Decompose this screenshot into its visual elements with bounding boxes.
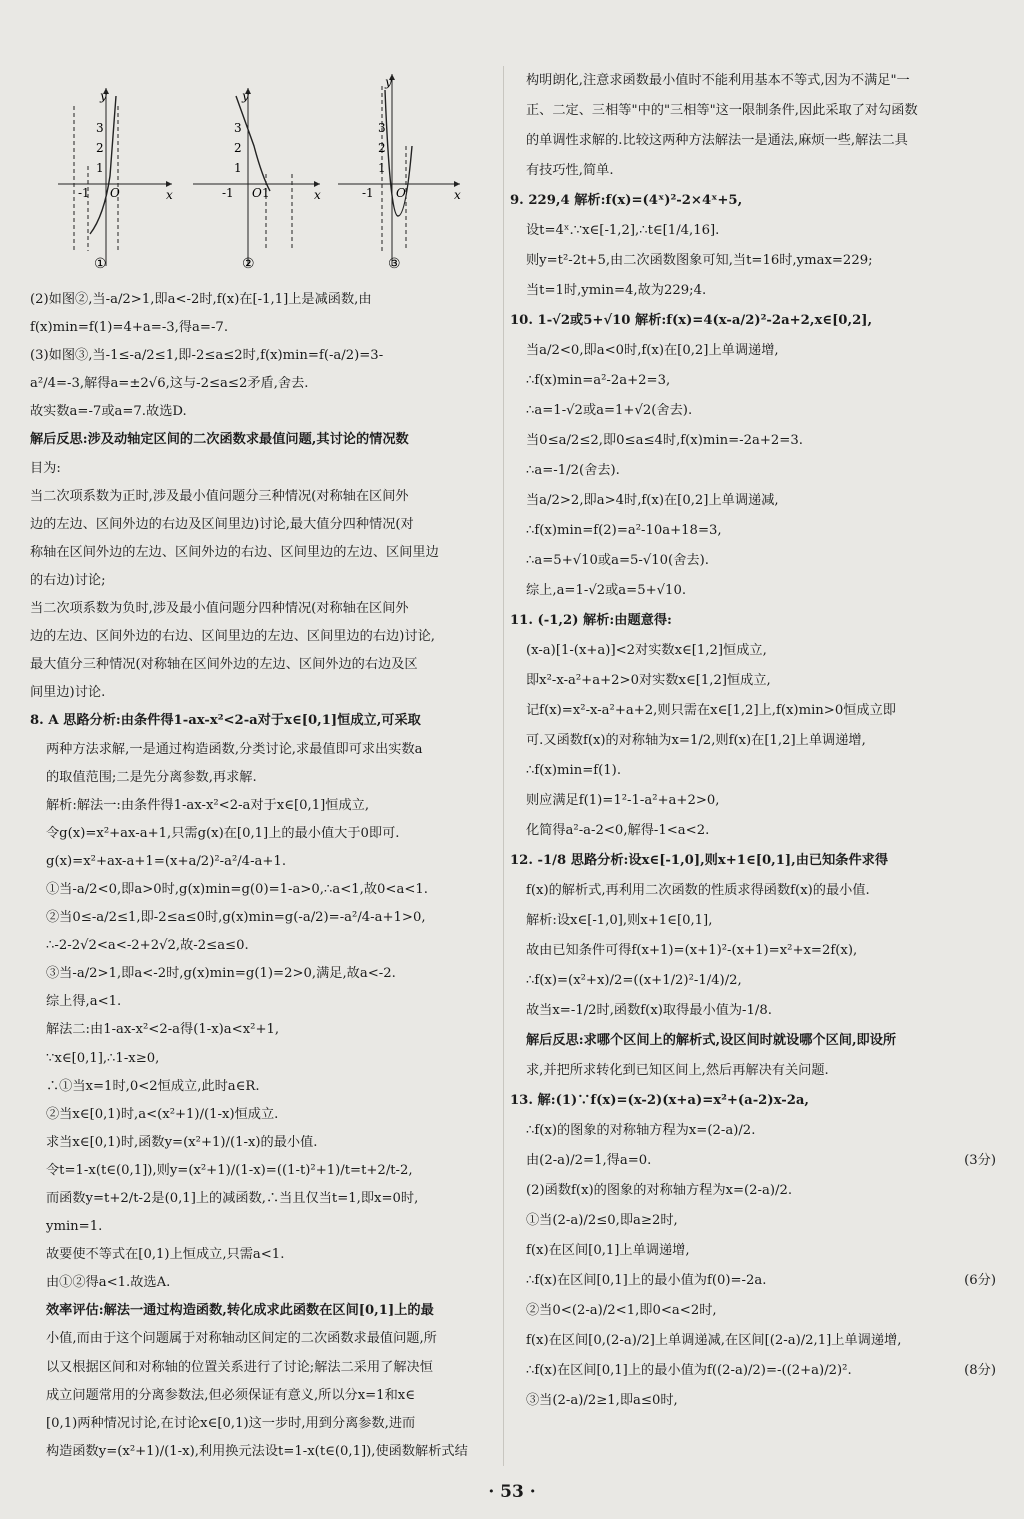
right-line-text: f(x)在区间[0,1]上单调递增, [526, 1243, 690, 1258]
left-line-text: 边的左边、区间外边的右边、区间里边的左边、区间里边的右边)讨论, [30, 629, 435, 645]
left-line [30, 1410, 498, 1438]
fig3-tick-2: 2 [378, 141, 386, 155]
right-line [510, 126, 996, 156]
fig2-y-label: y [242, 89, 249, 103]
right-line-text: ①当(2-a)/2≤0,即a≥2时, [526, 1213, 678, 1228]
left-line-text: 8. A 思路分析:由条件得1-ax-x²<2-a对于x∈[0,1]恒成立,可采取 [30, 713, 421, 729]
left-line-text: 综上得,a<1. [46, 994, 122, 1010]
right-line [510, 816, 996, 846]
right-line-text: ∴f(x)min=f(1). [526, 763, 622, 778]
left-line [30, 1382, 498, 1410]
fig1-x-label: x [166, 188, 173, 202]
left-line [30, 932, 498, 960]
right-line [510, 846, 996, 876]
left-line [30, 1129, 498, 1157]
left-line-text: 间里边)讨论. [30, 685, 106, 701]
fig2-tick-1: 1 [262, 186, 270, 200]
right-line-text: 设t=4ˣ.∵x∈[-1,2],∴t∈[1/4,16]. [526, 223, 720, 238]
left-line [30, 314, 498, 342]
left-line [30, 483, 498, 511]
right-line-text: f(x)的解析式,再利用二次函数的性质求得函数f(x)的最小值. [526, 883, 870, 898]
right-line-text: 当a/2>2,即a>4时,f(x)在[0,2]上单调递减, [526, 493, 779, 508]
left-line [30, 511, 498, 539]
right-line [510, 456, 996, 486]
left-line-text: 构造函数y=(x²+1)/(1-x),利用换元法设t=1-x(t∈(0,1]),使函数解析式结 [46, 1443, 468, 1459]
right-line-text: 当t=1时,ymin=4,故为229;4. [526, 283, 707, 298]
left-line [30, 876, 498, 904]
fig1-tick-neg1: -1 [78, 186, 90, 200]
right-line-text: (x-a)[1-(x+a)]<2对实数x∈[1,2]恒成立, [526, 643, 767, 658]
left-line [30, 342, 498, 370]
left-line [30, 707, 498, 735]
left-line [30, 820, 498, 848]
fig3-origin: O [396, 186, 406, 200]
right-line-text: ∴f(x)min=f(2)=a²-10a+18=3, [526, 523, 722, 538]
left-line [30, 679, 498, 707]
figure-3 [338, 74, 461, 272]
left-line-text: 效率评估:解法一通过构造函数,转化成求此函数在区间[0,1]上的最 [46, 1303, 434, 1319]
right-line [510, 1086, 996, 1116]
left-line-text: ②当x∈[0,1)时,a<(x²+1)/(1-x)恒成立. [46, 1106, 279, 1122]
left-line-text: 由①②得a<1.故选A. [46, 1275, 171, 1291]
right-line [510, 906, 996, 936]
left-line-text: 称轴在区间外边的左边、区间外边的右边、区间里边的左边、区间里边 [30, 544, 439, 560]
right-line [510, 96, 996, 126]
left-line [30, 595, 498, 623]
right-line [510, 696, 996, 726]
left-line-text: 令g(x)=x²+ax-a+1,只需g(x)在[0,1]上的最小值大于0即可. [46, 825, 400, 841]
left-line-text: 解法二:由1-ax-x²<2-a得(1-x)a<x²+1, [46, 1022, 280, 1038]
right-line-text: ②当0<(2-a)/2<1,即0<a<2时, [526, 1303, 717, 1318]
right-line [510, 666, 996, 696]
fig2-label: ② [242, 256, 255, 272]
right-line-text: f(x)在区间[0,(2-a)/2]上单调递减,在区间[(2-a)/2,1]上单调递增, [526, 1333, 902, 1348]
fig3-tick-1: 1 [378, 161, 386, 175]
page-number: · 53 · [488, 1482, 536, 1502]
left-line [30, 1325, 498, 1353]
right-line-text: 13. 解:(1)∵f(x)=(x-2)(x+a)=x²+(a-2)x-2a, [510, 1093, 810, 1108]
left-line-text: 解析:解法一:由条件得1-ax-x²<2-a对于x∈[0,1]恒成立, [46, 797, 370, 813]
fig2-x-label: x [314, 188, 321, 202]
fig1-tick-3: 3 [96, 121, 104, 135]
right-line [510, 66, 996, 96]
left-line [30, 455, 498, 483]
left-line [30, 792, 498, 820]
right-line-text: (2)函数f(x)的图象的对称轴方程为x=(2-a)/2. [526, 1183, 793, 1198]
left-line-text: 令t=1-x(t∈(0,1]),则y=(x²+1)/(1-x)=((1-t)²+1)/t=t+2/t-2, [46, 1162, 413, 1178]
right-line [510, 1326, 996, 1356]
right-line [510, 756, 996, 786]
right-line-text: 11. (-1,2) 解析:由题意得: [510, 613, 672, 628]
left-line-text: 当二次项系数为正时,涉及最小值问题分三种情况(对称轴在区间外 [30, 488, 409, 504]
fig2-tick-neg1: -1 [222, 186, 234, 200]
left-line [30, 1185, 498, 1213]
left-line [30, 539, 498, 567]
fig3-x-label: x [454, 188, 461, 202]
right-line [510, 216, 996, 246]
left-line [30, 960, 498, 988]
left-line [30, 1354, 498, 1382]
left-column [30, 66, 498, 1466]
fig3-label: ③ [388, 256, 401, 272]
right-line [510, 186, 996, 216]
left-line-text: ∵x∈[0,1],∴1-x≥0, [46, 1050, 160, 1066]
left-column-text [30, 286, 498, 1466]
right-line [510, 516, 996, 546]
fig1-origin: O [110, 186, 120, 200]
right-line-text: 可.又函数f(x)的对称轴为x=1/2,则f(x)在[1,2]上单调递增, [526, 733, 866, 748]
right-line [510, 876, 996, 906]
fig3-tick-neg1: -1 [362, 186, 374, 200]
right-line-text: 当a/2<0,即a<0时,f(x)在[0,2]上单调递增, [526, 343, 779, 358]
left-line [30, 764, 498, 792]
right-line [510, 246, 996, 276]
left-line-text: ymin=1. [46, 1219, 103, 1235]
right-line-text: 即x²-x-a²+a+2>0对实数x∈[1,2]恒成立, [526, 673, 771, 688]
left-line [30, 1073, 498, 1101]
left-line-text: ∴-2-2√2<a<-2+2√2,故-2≤a≤0. [46, 938, 249, 954]
left-line-text: 故实数a=-7或a=7.故选D. [30, 404, 187, 420]
right-line [510, 606, 996, 636]
right-line [510, 1236, 996, 1266]
fig2-tick-2: 2 [234, 141, 242, 155]
right-line-text: 10. 1-√2或5+√10 解析:f(x)=4(x-a/2)²-2a+2,x∈[0,2], [510, 313, 873, 328]
right-line [510, 726, 996, 756]
right-line-text: ∴a=-1/2(舍去). [526, 463, 620, 478]
right-line [510, 426, 996, 456]
left-line-text: a²/4=-3,解得a=±2√6,这与-2≤a≤2矛盾,舍去. [30, 376, 309, 392]
left-line [30, 848, 498, 876]
score-marker: (6分) [964, 1273, 996, 1288]
right-line-text: 当0≤a/2≤2,即0≤a≤4时,f(x)min=-2a+2=3. [526, 433, 803, 448]
right-line-text: ∴f(x)min=a²-2a+2=3, [526, 373, 671, 388]
right-line [510, 336, 996, 366]
graphs-svg [30, 66, 470, 280]
left-line [30, 286, 498, 314]
right-line [510, 396, 996, 426]
fig2-origin: O [252, 186, 262, 200]
right-line-text: ∴f(x)在区间[0,1]上的最小值为f(0)=-2a. [526, 1273, 767, 1288]
left-line [30, 1045, 498, 1073]
right-line-text: 故当x=-1/2时,函数f(x)取得最小值为-1/8. [526, 1003, 772, 1018]
left-line-text: 解后反思:涉及动轴定区间的二次函数求最值问题,其讨论的情况数 [30, 432, 409, 448]
left-line [30, 1269, 498, 1297]
fig3-y-label: y [385, 75, 392, 89]
left-line [30, 623, 498, 651]
left-line-text: ③当-a/2>1,即a<-2时,g(x)min=g(1)=2>0,满足,故a<-2. [46, 966, 396, 982]
right-line-text: ∴f(x)在区间[0,1]上的最小值为f((2-a)/2)=-((2+a)/2)². [526, 1363, 852, 1378]
left-line-text: 两种方法求解,一是通过构造函数,分类讨论,求最值即可求出实数a [46, 741, 423, 757]
score-marker: (8分) [964, 1363, 996, 1378]
right-line-text: 求,并把所求转化到已知区间上,然后再解决有关问题. [526, 1063, 829, 1078]
right-line-text: 则应满足f(1)=1²-1-a²+a+2>0, [526, 793, 720, 808]
left-line [30, 904, 498, 932]
left-line [30, 1241, 498, 1269]
left-line [30, 1101, 498, 1129]
left-line-text: 的右边)讨论; [30, 572, 106, 588]
right-line [510, 936, 996, 966]
left-line-text: 小值,而由于这个问题属于对称轴动区间定的二次函数求最值问题,所 [46, 1331, 437, 1347]
fig1-tick-2: 2 [96, 141, 104, 155]
right-line [510, 1176, 996, 1206]
left-line [30, 426, 498, 454]
right-line [510, 276, 996, 306]
right-line [510, 1146, 996, 1176]
left-line-text: 最大值分三种情况(对称轴在区间外边的左边、区间外边的右边及区 [30, 657, 418, 673]
right-line [510, 966, 996, 996]
fig2-tick-1y: 1 [234, 161, 242, 175]
left-line [30, 1157, 498, 1185]
fig1-y-label: y [100, 89, 107, 103]
right-line [510, 366, 996, 396]
left-line [30, 988, 498, 1016]
function-figures [30, 66, 498, 280]
left-line-text: 求当x∈[0,1)时,函数y=(x²+1)/(1-x)的最小值. [46, 1134, 318, 1150]
right-line [510, 306, 996, 336]
right-line [510, 546, 996, 576]
column-divider [503, 66, 504, 1466]
right-line-text: 化简得a²-a-2<0,解得-1<a<2. [526, 823, 710, 838]
left-line-text: 成立问题常用的分离参数法,但必须保证有意义,所以分x=1和x∈ [46, 1387, 415, 1403]
left-line-text: 的取值范围;二是先分离参数,再求解. [46, 769, 257, 785]
right-line [510, 1056, 996, 1086]
fig2-tick-3: 3 [234, 121, 242, 135]
right-line-text: ③当(2-a)/2≥1,即a≤0时, [526, 1393, 678, 1408]
right-line [510, 1266, 996, 1296]
left-line [30, 1297, 498, 1325]
right-line [510, 636, 996, 666]
left-line-text: 目为: [30, 460, 61, 476]
left-line [30, 736, 498, 764]
right-line-text: 由(2-a)/2=1,得a=0. [526, 1153, 652, 1168]
right-line-text: 故由已知条件可得f(x+1)=(x+1)²-(x+1)=x²+x=2f(x), [526, 943, 858, 958]
right-line [510, 996, 996, 1026]
left-line-text: ②当0≤-a/2≤1,即-2≤a≤0时,g(x)min=g(-a/2)=-a²/4-a+1>0, [46, 910, 426, 926]
right-line [510, 1026, 996, 1056]
left-line [30, 398, 498, 426]
left-line-text: [0,1)两种情况讨论,在讨论x∈[0,1)这一步时,用到分离参数,进而 [46, 1415, 416, 1431]
right-line-text: 的单调性求解的.比较这两种方法解法一是通法,麻烦一些,解法二具 [526, 133, 908, 148]
left-line [30, 1213, 498, 1241]
right-line-text: 构明朗化,注意求函数最小值时不能利用基本不等式,因为不满足"一 [526, 73, 910, 88]
left-line-text: 故要使不等式在[0,1)上恒成立,只需a<1. [46, 1247, 285, 1263]
left-line-text: f(x)min=f(1)=4+a=-3,得a=-7. [30, 320, 229, 336]
left-line [30, 1016, 498, 1044]
right-line-text: 解后反思:求哪个区间上的解析式,设区间时就设哪个区间,即设所 [526, 1033, 897, 1048]
left-line-text: (3)如图③,当-1≤-a/2≤1,即-2≤a≤2时,f(x)min=f(-a/2)=3- [30, 348, 384, 364]
right-column-text [510, 66, 996, 1416]
right-line-text: 有技巧性,简单. [526, 163, 614, 178]
left-line [30, 1438, 498, 1466]
fig1-tick-1: 1 [96, 161, 104, 175]
left-line-text: 当二次项系数为负时,涉及最小值问题分四种情况(对称轴在区间外 [30, 601, 409, 617]
right-line-text: 综上,a=1-√2或a=5+√10. [526, 583, 687, 598]
right-line-text: ∴f(x)=(x²+x)/2=((x+1/2)²-1/4)/2, [526, 973, 742, 988]
right-line [510, 1386, 996, 1416]
fig3-tick-3: 3 [378, 121, 386, 135]
right-line-text: 则y=t²-2t+5,由二次函数图象可知,当t=16时,ymax=229; [526, 253, 873, 268]
right-line [510, 486, 996, 516]
left-line-text: 以又根据区间和对称轴的位置关系进行了讨论;解法二采用了解决恒 [46, 1359, 433, 1375]
right-line [510, 786, 996, 816]
right-line [510, 1116, 996, 1146]
right-line [510, 1206, 996, 1236]
right-column [510, 66, 996, 1416]
right-line [510, 156, 996, 186]
right-line-text: 解析:设x∈[-1,0],则x+1∈[0,1], [526, 913, 713, 928]
right-line [510, 576, 996, 606]
left-line [30, 567, 498, 595]
fig1-label: ① [94, 256, 107, 272]
left-line-text: (2)如图②,当-a/2>1,即a<-2时,f(x)在[-1,1]上是减函数,由 [30, 292, 372, 307]
left-line-text: ①当-a/2<0,即a>0时,g(x)min=g(0)=1-a>0,∴a<1,故0<a<1. [46, 881, 428, 897]
right-line [510, 1356, 996, 1386]
score-marker: (3分) [964, 1153, 996, 1168]
figure-2 [193, 88, 321, 272]
right-line-text: 12. -1/8 思路分析:设x∈[-1,0],则x+1∈[0,1],由已知条件求得 [510, 853, 889, 868]
left-line-text: g(x)=x²+ax-a+1=(x+a/2)²-a²/4-a+1. [46, 853, 287, 869]
right-line-text: ∴a=1-√2或a=1+√2(舍去). [526, 403, 693, 418]
left-line-text: 边的左边、区间外边的右边及区间里边)讨论,最大值分四种情况(对 [30, 516, 414, 532]
left-line-text: 而函数y=t+2/t-2是(0,1]上的减函数,∴当且仅当t=1,即x=0时, [46, 1191, 419, 1206]
left-line [30, 370, 498, 398]
left-line-text: ∴①当x=1时,0<2恒成立,此时a∈R. [46, 1078, 260, 1094]
right-line-text: 记f(x)=x²-x-a²+a+2,则只需在x∈[1,2]上,f(x)min>0恒成立即 [526, 703, 896, 718]
right-line [510, 1296, 996, 1326]
right-line-text: 正、二定、三相等"中的"三相等"这一限制条件,因此采取了对勾函数 [526, 103, 918, 118]
figure-1 [58, 88, 173, 272]
right-line-text: 9. 229,4 解析:f(x)=(4ˣ)²-2×4ˣ+5, [510, 193, 743, 208]
right-line-text: ∴a=5+√10或a=5-√10(舍去). [526, 553, 709, 568]
right-line-text: ∴f(x)的图象的对称轴方程为x=(2-a)/2. [526, 1123, 756, 1138]
left-line [30, 651, 498, 679]
